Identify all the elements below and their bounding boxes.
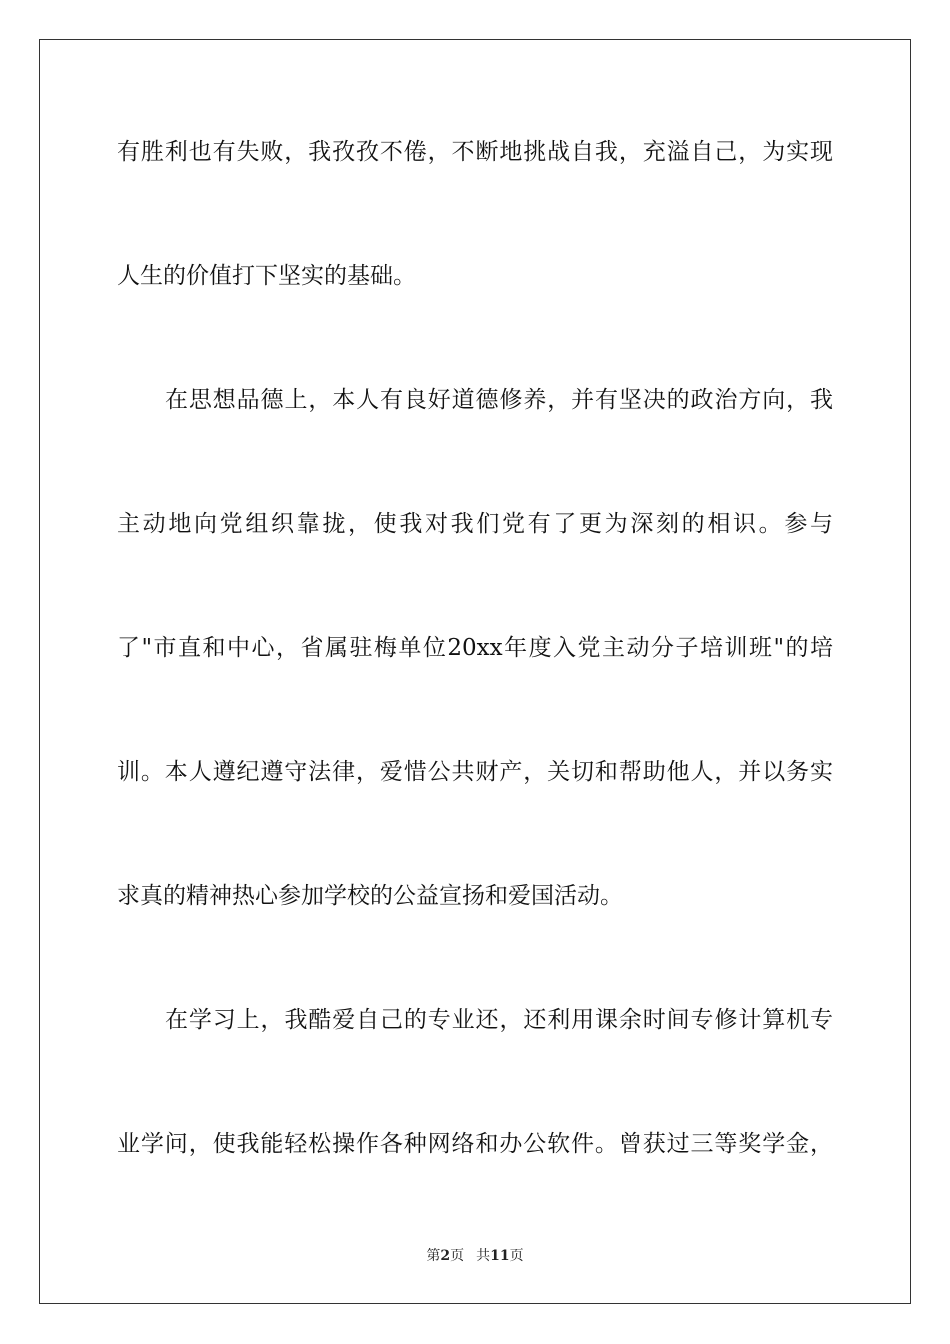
- body-line-6: 训。本人遵纪遵守法律，爱惜公共财产，关切和帮助他人，并以务实: [117, 759, 833, 785]
- body-line-4: 主动地向党组织靠拢，使我对我们党有了更为深刻的相识。参与: [117, 511, 833, 537]
- footer-page-number: 2: [440, 1248, 451, 1264]
- body-line-9: 业学问，使我能轻松操作各种网络和办公软件。曾获过三等奖学金，: [117, 1131, 833, 1157]
- body-line-7: 求真的精神热心参加学校的公益宣扬和爱国活动。: [117, 883, 623, 909]
- footer-total-prefix: 共: [476, 1248, 491, 1264]
- body-line-1: 有胜利也有失败，我孜孜不倦，不断地挑战自我，充溢自己，为实现: [117, 139, 833, 165]
- footer-page-suffix: 页: [450, 1248, 465, 1264]
- page-footer: [0, 1247, 950, 1265]
- page-frame: [39, 39, 911, 1304]
- footer-page-prefix: 第: [426, 1248, 441, 1264]
- body-line-5: 了"市直和中心，省属驻梅单位20xx年度入党主动分子培训班"的培: [117, 635, 833, 661]
- body-line-3: 在思想品德上，本人有良好道德修养，并有坚决的政治方向，我: [165, 387, 833, 413]
- footer-total-number: 11: [490, 1248, 510, 1264]
- body-line-2: 人生的价值打下坚实的基础。: [117, 263, 416, 289]
- footer-total-suffix: 页: [509, 1248, 524, 1264]
- body-line-8: 在学习上，我酷爱自己的专业还，还利用课余时间专修计算机专: [165, 1007, 833, 1033]
